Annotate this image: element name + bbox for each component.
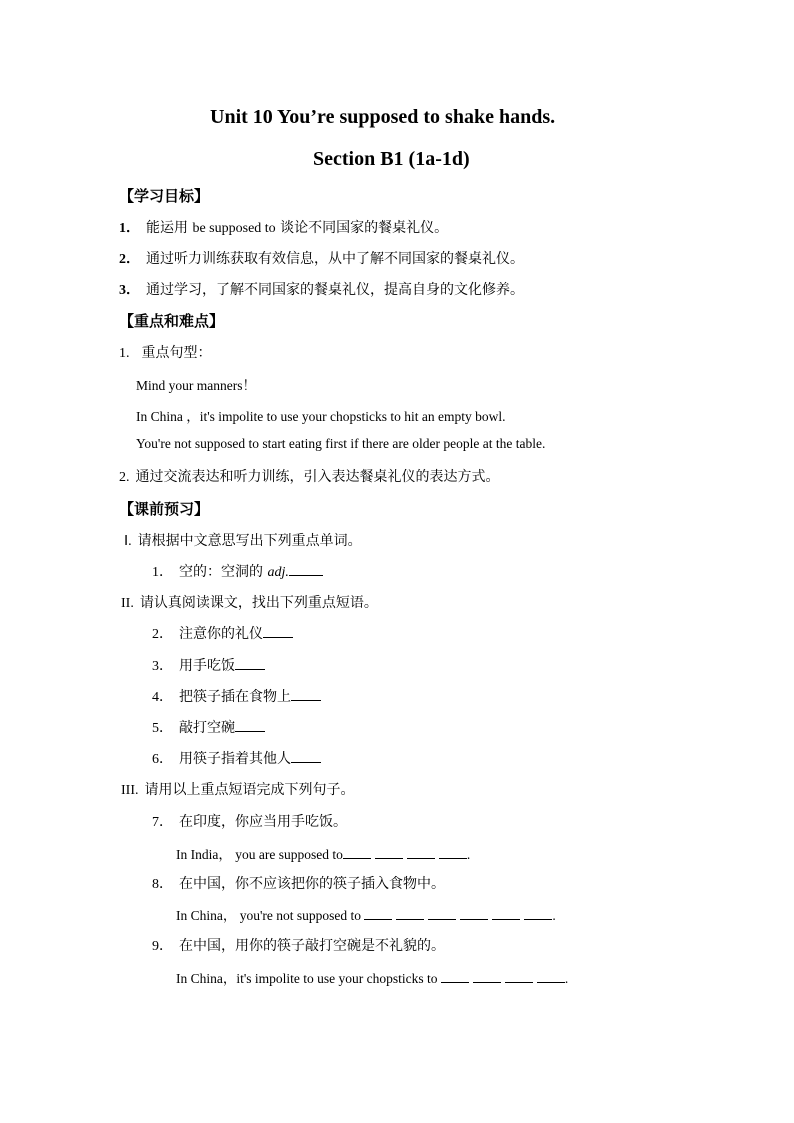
answer-blank[interactable]: [505, 970, 533, 983]
answer-blank[interactable]: [492, 907, 520, 920]
keypoints-heading: 【重点和难点】: [119, 312, 225, 330]
phrase-item: 4． 把筷子插在食物上: [152, 686, 321, 706]
answer-blank[interactable]: [291, 688, 321, 701]
phrase-item: 6． 用筷子指着其他人: [152, 748, 321, 768]
answer-blank[interactable]: [439, 846, 467, 859]
answer-blank[interactable]: [375, 846, 403, 859]
answer-blank[interactable]: [537, 970, 565, 983]
answer-blank[interactable]: [396, 907, 424, 920]
objective-item-3: 3． 通过学习，了解不同国家的餐桌礼仪，提高自身的文化修养。: [119, 282, 524, 298]
answer-blank[interactable]: [291, 750, 321, 763]
answer-blank[interactable]: [263, 625, 293, 638]
phrase-item: 5． 敲打空碗: [152, 717, 265, 737]
sentence-9-english: In China，it's impolite to use your chopsticks to .: [176, 971, 569, 986]
question-1: 1． 空的：空洞的 adj.: [152, 561, 323, 581]
page-title: Unit 10 You’re supposed to shake hands.: [210, 106, 556, 128]
keypoint-item-1: 1. 重点句型：: [119, 345, 212, 361]
part-3-instruction: III. 请用以上重点短语完成下列句子。: [121, 782, 355, 798]
section-subtitle: Section B1 (1a-1d): [313, 148, 470, 170]
keypoint-item-2: 2. 通过交流表达和听力训练，引入表达餐桌礼仪的表达方式。: [119, 469, 500, 485]
sentence-7-english: In India， you are supposed to .: [176, 847, 471, 862]
key-sentence-1: Mind your manners！: [136, 378, 256, 393]
preview-heading: 【课前预习】: [119, 500, 210, 518]
objective-item-1: 1． 能运用 be supposed to 谈论不同国家的餐桌礼仪。: [119, 220, 449, 236]
objective-item-2: 2． 通过听力训练获取有效信息，从中了解不同国家的餐桌礼仪。: [119, 251, 524, 267]
phrase-item: 2． 注意你的礼仪: [152, 623, 293, 643]
part-2-instruction: II. 请认真阅读课文，找出下列重点短语。: [121, 595, 378, 611]
sentence-item-7: 7． 在印度，你应当用手吃饭。: [152, 814, 347, 830]
answer-blank[interactable]: [441, 970, 469, 983]
answer-blank[interactable]: [428, 907, 456, 920]
answer-blank[interactable]: [343, 846, 371, 859]
sentence-item-9: 9． 在中国，用你的筷子敲打空碗是不礼貌的。: [152, 938, 445, 954]
phrase-item: 3． 用手吃饭: [152, 655, 265, 675]
answer-blank[interactable]: [235, 657, 265, 670]
answer-blank[interactable]: [235, 719, 265, 732]
part-1-instruction: Ⅰ. 请根据中文意思写出下列重点单词。: [124, 533, 362, 549]
sentence-8-english: In China， you're not supposed to .: [176, 908, 556, 923]
answer-blank[interactable]: [524, 907, 552, 920]
answer-blank[interactable]: [460, 907, 488, 920]
key-sentence-2: In China ，it's impolite to use your chopsticks to hit an empty bowl.: [136, 409, 506, 424]
answer-blank[interactable]: [473, 970, 501, 983]
key-sentence-3: You're not supposed to start eating first if there are older people at the table.: [136, 436, 546, 451]
objectives-heading: 【学习目标】: [119, 187, 210, 205]
answer-blank[interactable]: [289, 563, 323, 576]
sentence-item-8: 8． 在中国，你不应该把你的筷子插入食物中。: [152, 876, 445, 892]
answer-blank[interactable]: [407, 846, 435, 859]
answer-blank[interactable]: [364, 907, 392, 920]
